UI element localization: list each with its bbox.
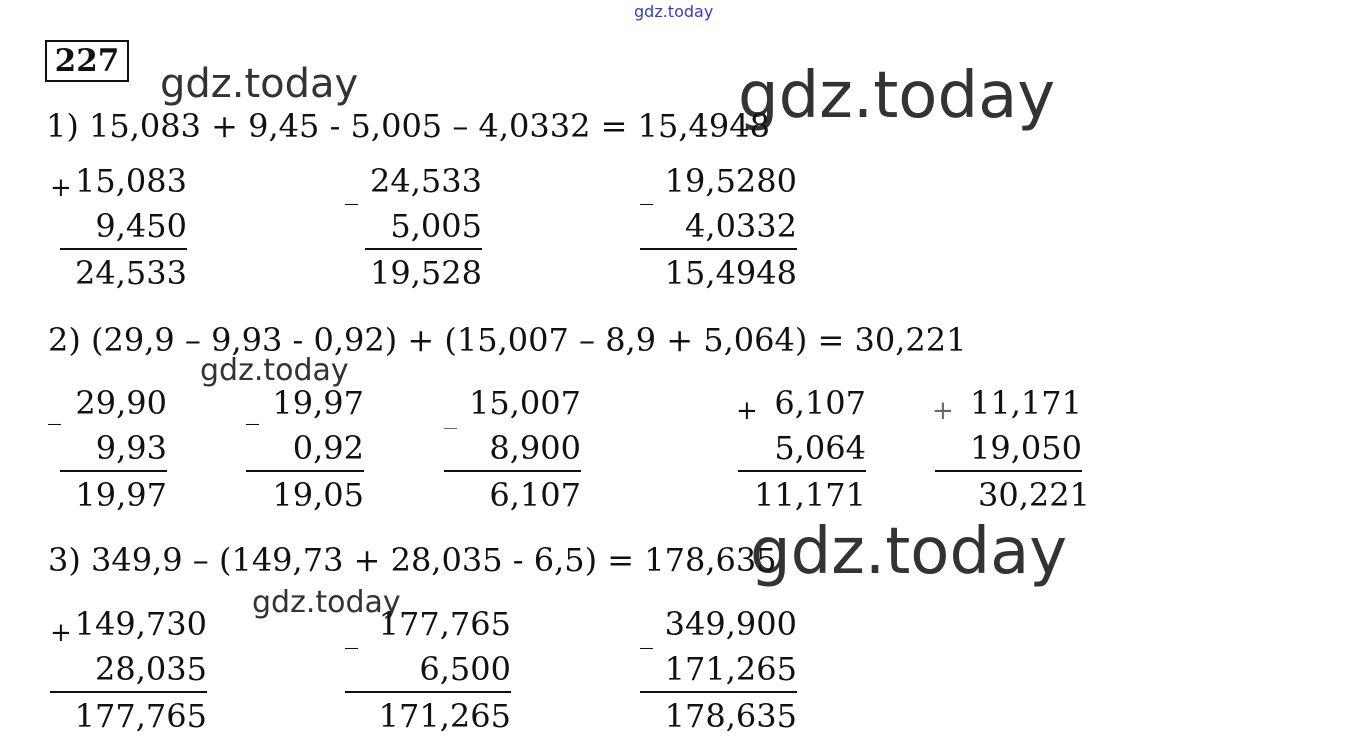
result: 177,765: [74, 697, 207, 735]
operand-a: 349,900: [664, 605, 797, 643]
minus-sign: _: [640, 176, 653, 206]
operand-a: 29,90: [75, 384, 167, 422]
result: 11,171: [754, 476, 866, 514]
column-calc: [640, 158, 797, 296]
column-calc: [365, 158, 482, 296]
task-number: 227: [45, 40, 129, 82]
operand-b: 0,92: [246, 426, 364, 472]
plus-sign: +: [736, 396, 758, 426]
watermark: gdz.today: [200, 353, 349, 388]
operand-b: 171,265: [640, 647, 797, 693]
equation-3: 3) 349,9 – (149,73 + 28,035 - 6,5) = 178,635: [48, 541, 777, 579]
operand-a: 19,97: [272, 384, 364, 422]
minus-sign: _: [345, 620, 358, 650]
plus-sign: +: [932, 396, 954, 426]
operand-a: 19,5280: [664, 162, 797, 200]
result: 19,97: [75, 476, 167, 514]
operand-a: 24,533: [370, 162, 482, 200]
minus-sign: _: [444, 400, 457, 430]
column-calc: [50, 601, 207, 739]
watermark: gdz.today: [738, 59, 1056, 133]
result: 19,05: [272, 476, 364, 514]
column-calc: [60, 380, 167, 518]
column-calc: [738, 380, 866, 518]
minus-sign: _: [246, 396, 259, 426]
operand-a: 177,765: [378, 605, 511, 643]
result: 19,528: [370, 254, 482, 292]
operand-b: 9,93: [60, 426, 167, 472]
operand-b: 9,450: [60, 204, 187, 250]
operand-b: 6,500: [345, 647, 511, 693]
column-calc: [345, 601, 511, 739]
minus-sign: _: [345, 176, 358, 206]
operand-b: 8,900: [444, 426, 581, 472]
result: 30,221: [978, 476, 1090, 514]
column-calc: [60, 158, 187, 296]
operand-a: 11,171: [970, 384, 1082, 422]
column-calc: [935, 380, 1090, 518]
watermark: gdz.today: [252, 585, 401, 620]
column-calc: [640, 601, 797, 739]
result: 6,107: [489, 476, 581, 514]
operand-a: 15,007: [469, 384, 581, 422]
result: 178,635: [664, 697, 797, 735]
watermark: gdz.today: [160, 61, 359, 107]
operand-b: 5,064: [738, 426, 866, 472]
operand-a: 15,083: [75, 162, 187, 200]
result: 171,265: [378, 697, 511, 735]
equation-2: 2) (29,9 – 9,93 - 0,92) + (15,007 – 8,9 + 5,064) = 30,221: [48, 321, 967, 359]
operand-b: 19,050: [935, 426, 1082, 472]
column-calc: [246, 380, 364, 518]
minus-sign: _: [48, 396, 61, 426]
operand-b: 28,035: [50, 647, 207, 693]
operand-a: 6,107: [774, 384, 866, 422]
result: 24,533: [75, 254, 187, 292]
operand-b: 4,0332: [640, 204, 797, 250]
column-calc: [444, 380, 581, 518]
operand-b: 5,005: [365, 204, 482, 250]
minus-sign: _: [640, 620, 653, 650]
result: 15,4948: [664, 254, 797, 292]
watermark: gdz.today: [750, 515, 1068, 589]
plus-sign: +: [50, 618, 72, 648]
watermark-top: gdz.today: [634, 2, 714, 21]
equation-1: 1) 15,083 + 9,45 - 5,005 – 4,0332 = 15,4948: [46, 107, 770, 145]
operand-a: 149,730: [74, 605, 207, 643]
plus-sign: +: [50, 173, 72, 203]
